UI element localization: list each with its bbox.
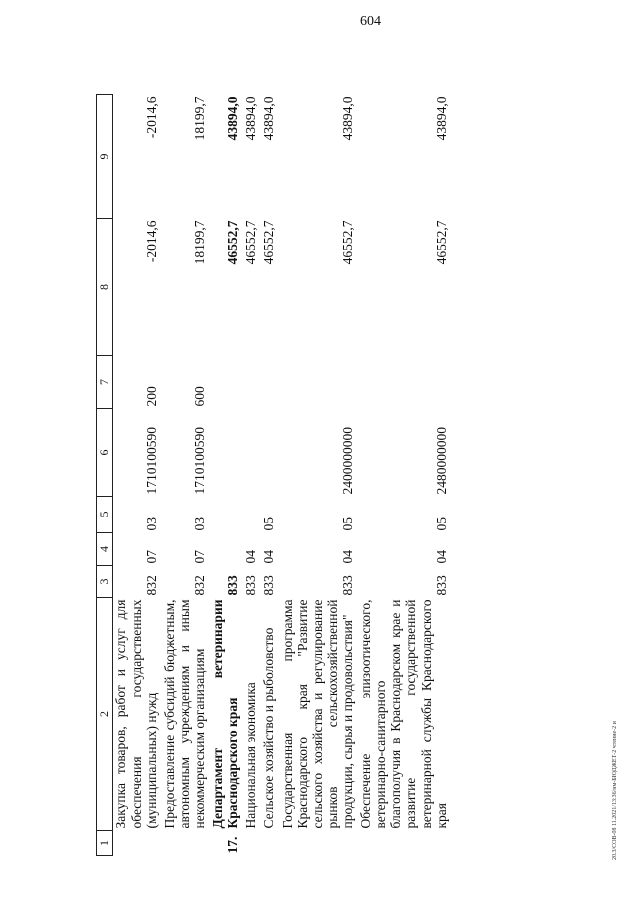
row-ministry-code: 833 bbox=[243, 575, 259, 596]
row-name: Закупка товаров, работ и услуг для обеспечения государственных (муниципальных) нужд bbox=[113, 599, 159, 829]
table-row bbox=[210, 95, 243, 856]
row-subsection: 03 bbox=[143, 517, 159, 531]
header-cell-3: 3 bbox=[97, 566, 113, 598]
row-amount-2023: 43894,0 bbox=[433, 96, 449, 141]
row-subsection bbox=[243, 497, 261, 533]
row-target-article bbox=[261, 409, 279, 497]
row-number bbox=[358, 831, 452, 856]
row-target-article: 2400000000 bbox=[339, 427, 355, 495]
header-cell-5: 5 bbox=[97, 497, 113, 533]
budget-table bbox=[96, 94, 452, 856]
row-amount-2022: 46552,7 bbox=[225, 220, 241, 265]
row-subsection: 03 bbox=[191, 517, 207, 531]
row-number bbox=[162, 831, 210, 856]
row-amount-2023: 43894,0 bbox=[243, 96, 259, 141]
row-ministry-code: 833 bbox=[433, 575, 449, 596]
row-number bbox=[261, 831, 279, 856]
row-name: Сельское хозяйство и рыболовство bbox=[261, 627, 277, 829]
table-row bbox=[261, 95, 279, 856]
header-cell-4: 4 bbox=[97, 533, 113, 566]
row-expense-type bbox=[261, 356, 279, 409]
header-cell-1: 1 bbox=[97, 831, 113, 856]
side-stamp: 20.3/COB-08 11.2021/13:36/нм-БЮДЖЕТ-2 чтение-2 и bbox=[612, 721, 618, 860]
row-target-article bbox=[243, 409, 261, 497]
header-cell-7: 7 bbox=[97, 356, 113, 409]
page-number: 604 bbox=[360, 14, 381, 29]
header-cell-6: 6 bbox=[97, 409, 113, 497]
row-name: Обеспечение эпизоотического, ветеринарно-санитарного благополучия в Краснодарском крае и развитие государственной ветеринарной службы Краснодарского края bbox=[358, 599, 449, 829]
row-expense-type bbox=[358, 356, 452, 409]
row-expense-type bbox=[243, 356, 261, 409]
row-amount-2022: 46552,7 bbox=[339, 220, 355, 265]
row-amount-2022: 46552,7 bbox=[261, 220, 277, 265]
rotated-table-wrapper bbox=[96, 48, 606, 856]
row-target-article: 2480000000 bbox=[433, 427, 449, 495]
header-cell-8: 8 bbox=[97, 219, 113, 356]
row-amount-2023: 43894,0 bbox=[339, 96, 355, 141]
row-amount-2023: 43894,0 bbox=[261, 96, 277, 141]
row-amount-2022: 18199,7 bbox=[191, 220, 207, 265]
row-amount-2022: 46552,7 bbox=[433, 220, 449, 265]
row-section: 04 bbox=[339, 550, 355, 564]
header-cell-9: 9 bbox=[97, 95, 113, 219]
row-target-article bbox=[210, 409, 243, 497]
row-subsection: 05 bbox=[433, 517, 449, 531]
row-amount-2022: -2014,6 bbox=[143, 220, 159, 263]
row-name: Национальная экономика bbox=[243, 682, 259, 829]
row-section: 04 bbox=[243, 550, 259, 564]
row-amount-2023: 43894,0 bbox=[225, 96, 241, 141]
row-name: Департамент ветеринарии Краснодарского края bbox=[210, 599, 241, 829]
table-row bbox=[280, 95, 359, 856]
row-number bbox=[280, 831, 359, 856]
row-target-article: 1710100590 bbox=[191, 427, 207, 495]
row-section: 07 bbox=[191, 550, 207, 564]
row-expense-type: 200 bbox=[143, 386, 159, 407]
row-ministry-code: 833 bbox=[261, 575, 277, 596]
row-expense-type bbox=[210, 356, 243, 409]
row-section bbox=[210, 533, 243, 566]
row-number bbox=[113, 831, 162, 856]
row-ministry-code: 832 bbox=[143, 575, 159, 596]
row-name: Предоставление субсидий бюджетным, автономным учреждениям и иным некоммерческим организациям bbox=[161, 599, 207, 829]
row-ministry-code: 833 bbox=[225, 575, 241, 596]
row-expense-type bbox=[280, 356, 359, 409]
row-amount-2023: 18199,7 bbox=[191, 96, 207, 141]
row-number: 17. bbox=[225, 836, 241, 854]
row-subsection bbox=[210, 497, 243, 533]
table-row bbox=[162, 95, 210, 856]
row-subsection: 05 bbox=[339, 517, 355, 531]
table-row bbox=[113, 95, 162, 856]
row-section: 07 bbox=[143, 550, 159, 564]
table-row bbox=[243, 95, 261, 856]
row-section: 04 bbox=[261, 550, 277, 564]
row-amount-2022: 46552,7 bbox=[243, 220, 259, 265]
row-ministry-code: 833 bbox=[339, 575, 355, 596]
row-target-article: 1710100590 bbox=[143, 427, 159, 495]
table-header-row bbox=[97, 95, 113, 856]
header-cell-2: 2 bbox=[97, 598, 113, 831]
row-amount-2023: -2014,6 bbox=[143, 96, 159, 139]
row-number bbox=[243, 831, 261, 856]
row-section: 04 bbox=[433, 550, 449, 564]
row-expense-type: 600 bbox=[191, 386, 207, 407]
row-ministry-code: 832 bbox=[191, 575, 207, 596]
table-row bbox=[358, 95, 452, 856]
row-subsection: 05 bbox=[261, 517, 277, 531]
row-name: Государственная программа Краснодарского края "Развитие сельского хозяйства и регулирование рынков сельскохозяйственной продукции, сырья и продовольствия" bbox=[279, 599, 355, 829]
